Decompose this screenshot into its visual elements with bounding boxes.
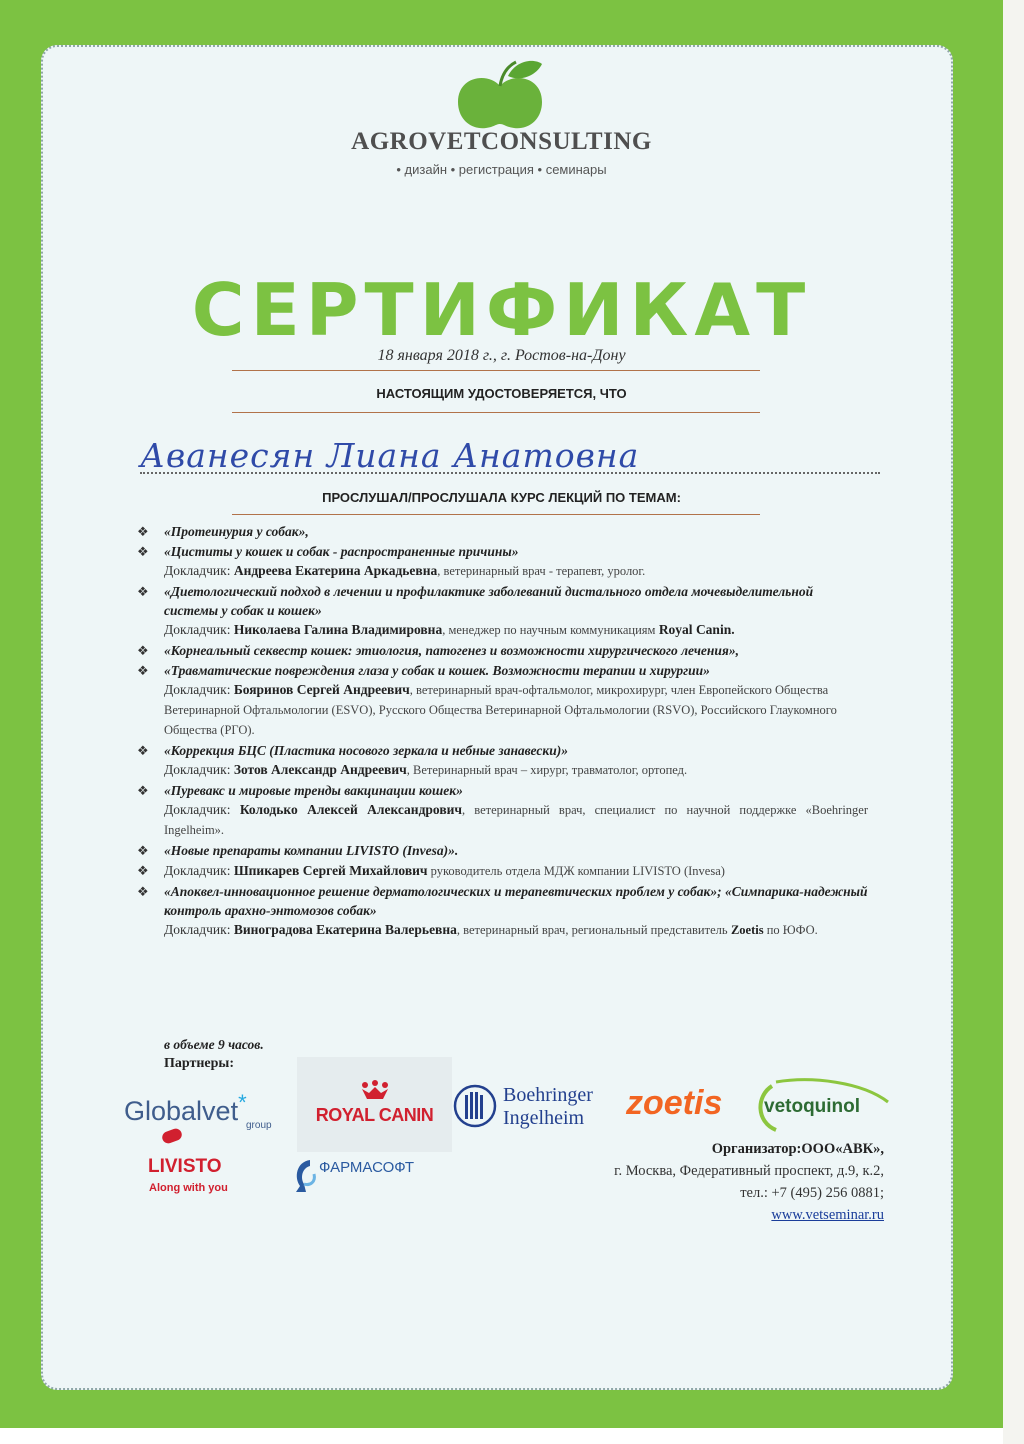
speaker-line: Докладчик: Андреева Екатерина Аркадьевна, ветеринарный врач - терапевт, уролог. [164, 563, 646, 578]
course-volume: в объеме 9 часов. [164, 1037, 264, 1052]
organizer-title: Организатор:ООО«АВК», [711, 1141, 884, 1157]
partners-label: Партнеры: [164, 1056, 235, 1071]
globalvet-logo: Globalvet* group [124, 1090, 272, 1131]
zoetis-logo: zoetis [626, 1084, 723, 1122]
speaker-name: Виноградова Екатерина Валерьевна [233, 922, 457, 937]
list-item [133, 882, 868, 940]
bullet-icon: ❖ [137, 544, 149, 559]
page-margin [1003, 0, 1024, 1444]
list-item [133, 841, 868, 860]
bullet-icon: ❖ [137, 643, 149, 658]
topics-list [133, 522, 868, 941]
speaker-name: Николаева Галина Владимировна [233, 622, 443, 637]
speaker-line: Докладчик: Виноградова Екатерина Валерьевна, ветеринарный врач, региональный представитель Zoetis по ЮФО. [164, 922, 818, 937]
bullet-icon: ❖ [137, 863, 149, 878]
list-item [133, 661, 868, 740]
pharmasoft-logo: ФАРМАСОФТ [292, 1156, 318, 1201]
bullet-icon: ❖ [137, 783, 149, 798]
organizer-block [614, 1138, 884, 1226]
speaker-name: Шпикарев Сергей Михайлович [233, 863, 428, 878]
topic-title: «Корнеальный секвестр кошек: этиология, патогенез и возможности хирургического лечения», [164, 643, 739, 658]
topic-title: «Диетологический подход в лечении и профилактике заболеваний дистального отдела мочевыделительной системы у собак и кошек» [164, 584, 814, 618]
royal-canin-logo: ROYAL CANIN [297, 1057, 452, 1152]
list-item [133, 542, 868, 581]
topic-title: «Травматические повреждения глаза у собак и кошек. Возможности терапии и хирургии» [164, 663, 710, 678]
speaker-name: Андреева Екатерина Аркадьевна [233, 563, 438, 578]
bullet-icon: ❖ [137, 843, 149, 858]
speaker-line: Докладчик: Шпикарев Сергей Михайлович руководитель отдела МДЖ компании LIVISTO (Invesa) [164, 863, 725, 878]
speaker-name: Зотов Александр Андреевич [233, 762, 407, 777]
organizer-phone: тел.: +7 (495) 256 0881; [740, 1185, 884, 1201]
brand-name: AGROVETCONSULTING [351, 128, 652, 155]
speaker-line: Докладчик: Колодько Алексей Александрович, ветеринарный врач, специалист по научной поддержке «Boehringer Ingelheim». [164, 802, 869, 837]
list-item [133, 861, 868, 881]
list-item [133, 741, 868, 780]
bullet-icon: ❖ [137, 524, 149, 539]
recipient-name-signature: Аванесян Лиана Анатовна [140, 436, 640, 475]
listened-text: ПРОСЛУШАЛ/ПРОСЛУШАЛА КУРС ЛЕКЦИЙ ПО ТЕМАМ: [322, 490, 681, 505]
boehringer-logo: Boehringer Ingelheim [453, 1083, 497, 1134]
date-place: 18 января 2018 г., г. Ростов-на-Дону [377, 347, 626, 364]
bullet-icon: ❖ [137, 743, 149, 758]
list-item [133, 781, 868, 840]
boehringer-emblem-icon [453, 1083, 497, 1129]
list-item [133, 641, 868, 660]
vetoquinol-logo: vetoquinol [752, 1076, 892, 1134]
certifies-text: НАСТОЯЩИМ УДОСТОВЕРЯЕТСЯ, ЧТО [376, 386, 627, 401]
topic-title: «Протеинурия у собак», [164, 524, 309, 539]
bullet-icon: ❖ [137, 663, 149, 678]
topic-title: «Циститы у кошек и собак - распространенные причины» [164, 544, 519, 559]
pharmasoft-emblem-icon [292, 1156, 318, 1196]
speaker-name: Колодько Алексей Александрович [239, 802, 463, 817]
speaker-line: Докладчик: Бояринов Сергей Андреевич, ветеринарный врач-офтальмолог, микрохирург, член Европейского Общества Ветеринарной Офтальмологии (ESVO), Русского Общества Ветеринарной Офтальмологии (RSVO), Российского Глаукомного Общества (РГО). [164, 682, 837, 737]
apple-leaf-icon [450, 60, 550, 130]
divider [232, 514, 760, 515]
bullet-icon: ❖ [137, 584, 149, 599]
brand-tagline: • дизайн • регистрация • семинары [396, 162, 607, 177]
organizer-website-link[interactable]: www.vetseminar.ru [771, 1207, 884, 1223]
organizer-address: г. Москва, Федеративный проспект, д.9, к.2, [614, 1163, 884, 1179]
list-item [133, 582, 868, 640]
divider [232, 412, 760, 413]
recipient-name-line [140, 472, 880, 474]
speaker-line: Докладчик: Зотов Александр Андреевич, Ветеринарный врач – хирург, травматолог, ортопед. [164, 762, 688, 777]
list-item [133, 522, 868, 541]
topic-title: «Пуревакс и мировые тренды вакцинации кошек» [164, 783, 463, 798]
certificate-title: СЕРТИФИКАТ [191, 268, 812, 352]
speaker-line: Докладчик: Николаева Галина Владимировна, менеджер по научным коммуникациям Royal Canin. [164, 622, 735, 637]
crown-icon [359, 1079, 391, 1101]
bullet-icon: ❖ [137, 884, 149, 899]
topic-title: «Новые препараты компании LIVISTO (Invesa)». [164, 843, 459, 858]
topic-title: «Коррекция БЦС (Пластика носового зеркала и небные занавески)» [164, 743, 568, 758]
speaker-name: Бояринов Сергей Андреевич [233, 682, 410, 697]
divider [232, 370, 760, 371]
topic-title: «Апоквел-инновационное решение дерматологических и терапевтических проблем у собак»; «Симпарика-надежный контроль арахно-энтомозов собак» [164, 884, 868, 918]
